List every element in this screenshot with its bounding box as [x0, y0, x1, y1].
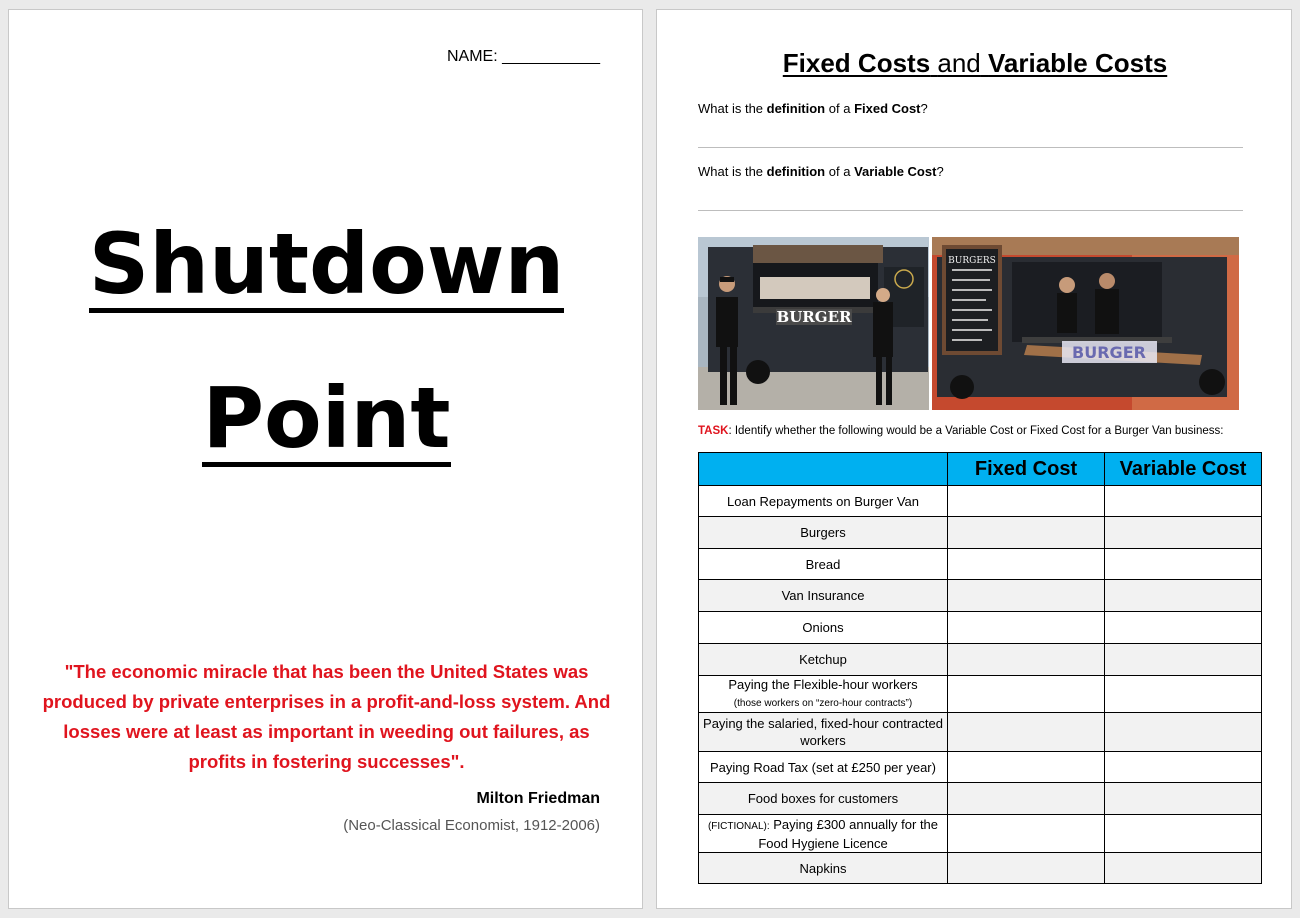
cost-item-cell	[699, 713, 948, 752]
burger-van-illustration-2	[932, 237, 1239, 410]
cost-item-cell	[699, 549, 948, 580]
fixed-cost-answer-cell[interactable]	[948, 783, 1105, 815]
table-row	[699, 853, 1262, 884]
cost-item-cell	[699, 580, 948, 612]
cost-item-label: Loan Repayments on Burger Van	[727, 493, 919, 509]
cost-item-cell	[699, 644, 948, 676]
header-fixed-cost: Fixed Cost	[948, 453, 1105, 486]
photo1-sign-text: BURGER	[776, 308, 852, 326]
q1-prefix: What is the	[698, 101, 767, 116]
fixed-cost-answer-cell[interactable]	[948, 517, 1105, 549]
fixed-cost-answer-cell[interactable]	[948, 486, 1105, 517]
question-fixed-cost-definition	[698, 101, 928, 116]
table-row	[699, 783, 1262, 815]
table-row	[699, 549, 1262, 580]
table-body	[699, 486, 1262, 884]
fixed-cost-answer-cell[interactable]	[948, 752, 1105, 783]
cost-item-label: Paying Road Tax (set at £250 per year)	[710, 759, 936, 775]
q2-prefix: What is the	[698, 164, 767, 179]
table-row	[699, 676, 1262, 713]
photo2-sign-text: BURGER	[1072, 343, 1146, 362]
table-row	[699, 815, 1262, 853]
q1-bold-fixed-cost: Fixed Cost	[854, 101, 921, 116]
variable-cost-answer-cell[interactable]	[1105, 853, 1262, 884]
cost-item-cell	[699, 815, 948, 853]
cost-item-cell	[699, 752, 948, 783]
cost-item-cell	[699, 676, 948, 713]
variable-cost-answer-cell[interactable]	[1105, 815, 1262, 853]
fixed-cost-answer-cell[interactable]	[948, 612, 1105, 644]
cost-item-cell	[699, 783, 948, 815]
variable-cost-answer-cell[interactable]	[1105, 713, 1262, 752]
cost-item-label: Van Insurance	[781, 588, 865, 603]
cover-title-line1	[9, 215, 644, 313]
title-and: and	[937, 48, 981, 78]
variable-cost-answer-cell[interactable]	[1105, 549, 1262, 580]
variable-cost-answer-cell[interactable]	[1105, 783, 1262, 815]
cost-item-cell	[699, 517, 948, 549]
fixed-cost-answer-cell[interactable]	[948, 676, 1105, 713]
economist-quote: "The economic miracle that has been the United States was produced by private enterprises in a profit-and-loss system. And losses were at least as important in weeding out failures, as profits in fostering successes".	[42, 661, 611, 772]
quote-author-role: (Neo-Classical Economist, 1912-2006)	[343, 817, 600, 834]
worksheet-title	[657, 48, 1293, 79]
task-label: TASK	[698, 425, 729, 437]
variable-cost-answer-cell[interactable]	[1105, 612, 1262, 644]
variable-cost-answer-cell[interactable]	[1105, 486, 1262, 517]
table-row	[699, 752, 1262, 783]
variable-cost-answer-cell[interactable]	[1105, 517, 1262, 549]
cost-item-cell	[699, 853, 948, 884]
q1-suffix: ?	[920, 101, 928, 116]
cover-title-line2-text: Point	[202, 369, 451, 467]
fixed-cost-answer-cell[interactable]	[948, 644, 1105, 676]
fixed-cost-answer-cell[interactable]	[948, 549, 1105, 580]
q2-mid: of a	[825, 164, 855, 179]
header-item	[699, 453, 948, 486]
name-field-label: NAME: ___________	[447, 48, 600, 65]
table-row	[699, 644, 1262, 676]
task-text: : Identify whether the following would be a Variable Cost or Fixed Cost for a Burger Van business:	[728, 425, 1224, 437]
q1-mid: of a	[825, 101, 855, 116]
cost-item-label: Paying the salaried, fixed-hour contracted workers	[703, 716, 943, 748]
answer-line-1[interactable]	[698, 147, 1243, 148]
cost-item-cell	[699, 486, 948, 517]
variable-cost-answer-cell[interactable]	[1105, 676, 1262, 713]
table-row	[699, 713, 1262, 752]
fixed-cost-answer-cell[interactable]	[948, 853, 1105, 884]
photo2-menu-title: BURGERS	[948, 256, 996, 266]
task-instructions	[698, 425, 1223, 437]
table-header-row	[699, 453, 1262, 486]
cost-item-label: Burgers	[800, 525, 846, 540]
cost-item-label: Onions	[802, 620, 844, 635]
burger-van-illustration-1	[698, 237, 929, 410]
cost-item-label: Ketchup	[799, 652, 847, 667]
table-row	[699, 486, 1262, 517]
title-fixed-costs: Fixed Costs	[782, 48, 931, 78]
cost-item-note: (those workers on “zero-hour contracts”)	[733, 698, 913, 709]
fixed-cost-answer-cell[interactable]	[948, 580, 1105, 612]
cost-item-label: Napkins	[799, 860, 847, 876]
cost-item-label: Paying the Flexible-hour workers	[728, 677, 918, 692]
title-variable-costs: Variable Costs	[988, 48, 1168, 78]
variable-cost-answer-cell[interactable]	[1105, 644, 1262, 676]
table-row	[699, 612, 1262, 644]
cost-item-prefix: (FICTIONAL):	[707, 820, 770, 832]
cover-title-line1-text: Shutdown	[88, 215, 565, 313]
cost-item-label: Paying £300 annually for the Food Hygiene Licence	[758, 816, 939, 851]
cover-page	[8, 9, 643, 909]
variable-cost-answer-cell[interactable]	[1105, 580, 1262, 612]
worksheet-page	[656, 9, 1292, 909]
cost-item-label: Food boxes for customers	[747, 791, 899, 806]
q2-bold-definition: definition	[766, 164, 826, 179]
answer-line-2[interactable]	[698, 210, 1243, 211]
burger-van-photo-1	[698, 237, 929, 410]
table-row	[699, 580, 1262, 612]
q2-suffix: ?	[936, 164, 944, 179]
fixed-variable-cost-table	[698, 452, 1262, 884]
table-row	[699, 517, 1262, 549]
fixed-cost-answer-cell[interactable]	[948, 713, 1105, 752]
burger-van-photo-2	[932, 237, 1239, 410]
variable-cost-answer-cell[interactable]	[1105, 752, 1262, 783]
cost-item-cell	[699, 612, 948, 644]
question-variable-cost-definition	[698, 164, 944, 179]
cover-title-line2	[9, 369, 644, 467]
cost-item-label: Bread	[805, 556, 841, 572]
header-variable-cost: Variable Cost	[1105, 453, 1262, 486]
fixed-cost-answer-cell[interactable]	[948, 815, 1105, 853]
q2-bold-variable-cost: Variable Cost	[854, 164, 937, 179]
quote-author: Milton Friedman	[476, 790, 600, 807]
q1-bold-definition: definition	[766, 101, 826, 116]
